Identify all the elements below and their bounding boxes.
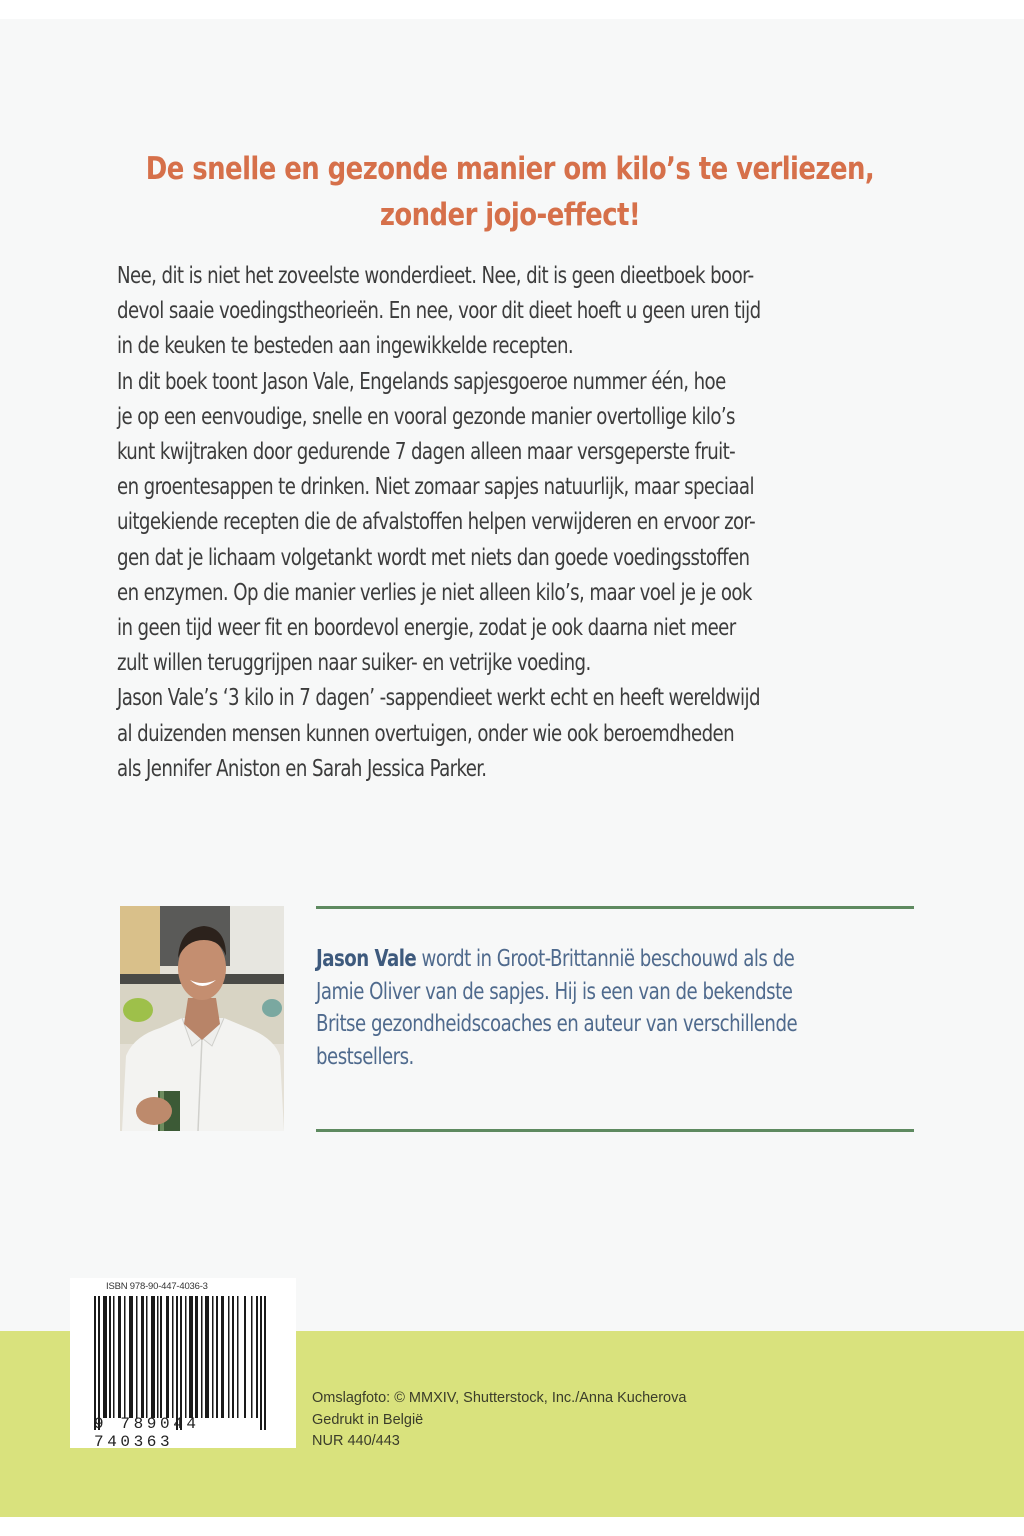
blurb-line: devol saaie voedingstheorieën. En nee, voor dit dieet hoeft u geen uren tijd — [117, 296, 761, 325]
blurb-line: Jason Vale’s ‘3 kilo in 7 dagen’ -sappendieet werkt echt en heeft wereldwijd — [117, 683, 760, 712]
bio-line-2: Jamie Oliver van de sapjes. Hij is een van de bekendste — [316, 976, 793, 1005]
headline-line-2: zonder jojo-effect! — [379, 197, 641, 233]
barcode-icon — [94, 1296, 270, 1430]
blurb-line: kunt kwijtraken door gedurende 7 dagen alleen maar versgeperste fruit- — [117, 437, 736, 466]
isbn-label: ISBN 978-90-447-4036-3 — [106, 1281, 208, 1292]
author-portrait-image — [120, 906, 284, 1131]
blurb-line: al duizenden mensen kunnen overtuigen, onder wie ook beroemdheden — [117, 718, 735, 747]
author-photo — [120, 906, 284, 1131]
author-bio — [316, 942, 832, 1072]
blurb-line: in de keuken te besteden aan ingewikkelde recepten. — [117, 331, 574, 360]
blurb-line: en enzymen. Op die manier verlies je niet alleen kilo’s, maar voel je je ook — [117, 577, 752, 606]
ean-digits: 9 789044 740363 — [94, 1415, 200, 1451]
bio-top-rule — [316, 906, 914, 909]
bio-line-4: bestsellers. — [316, 1041, 414, 1070]
author-name: Jason Vale — [316, 944, 417, 972]
blurb-line: in geen tijd weer fit en boordevol energie, zodat je ook daarna niet meer — [117, 613, 736, 642]
barcode-panel — [70, 1278, 296, 1451]
nur-code: NUR 440/443 — [312, 1433, 400, 1449]
blurb-line: zult willen teruggrijpen naar suiker- en vetrijke voeding. — [117, 648, 591, 677]
credits — [312, 1388, 686, 1453]
bio-bottom-rule — [316, 1129, 914, 1132]
blurb-line: In dit boek toont Jason Vale, Engelands sapjesgoeroe nummer één, hoe — [117, 366, 726, 395]
blurb-line: en groentesappen te drinken. Niet zomaar sapjes natuurlijk, maar speciaal — [117, 472, 754, 501]
blurb-line: Nee, dit is niet het zoveelste wonderdieet. Nee, dit is geen dieetboek boor- — [117, 261, 754, 289]
bio-line-1: Jason Vale wordt in Groot-Brittannië beschouwd als de — [316, 944, 795, 972]
printed-in: Gedrukt in België — [312, 1411, 424, 1428]
blurb-text — [117, 258, 805, 786]
blurb-line: je op een eenvoudige, snelle en vooral gezonde manier overtollige kilo’s — [117, 401, 735, 430]
cover-photo-credit: Omslagfoto: © MMXIV, Shutterstock, Inc./Anna Kucherova — [312, 1390, 687, 1406]
blurb-line: uitgekiende recepten die de afvalstoffen helpen verwijderen en ervoor zor- — [117, 507, 756, 536]
blurb-line: gen dat je lichaam volgetankt wordt met niets dan goede voedingsstoffen — [117, 542, 750, 571]
headline — [129, 146, 892, 238]
headline-line-1: De snelle en gezonde manier om kilo’s te verliezen, — [145, 151, 875, 187]
blurb-line: als Jennifer Aniston en Sarah Jessica Parker. — [117, 753, 487, 782]
bio-line-3: Britse gezondheidscoaches en auteur van verschillende — [316, 1009, 798, 1037]
